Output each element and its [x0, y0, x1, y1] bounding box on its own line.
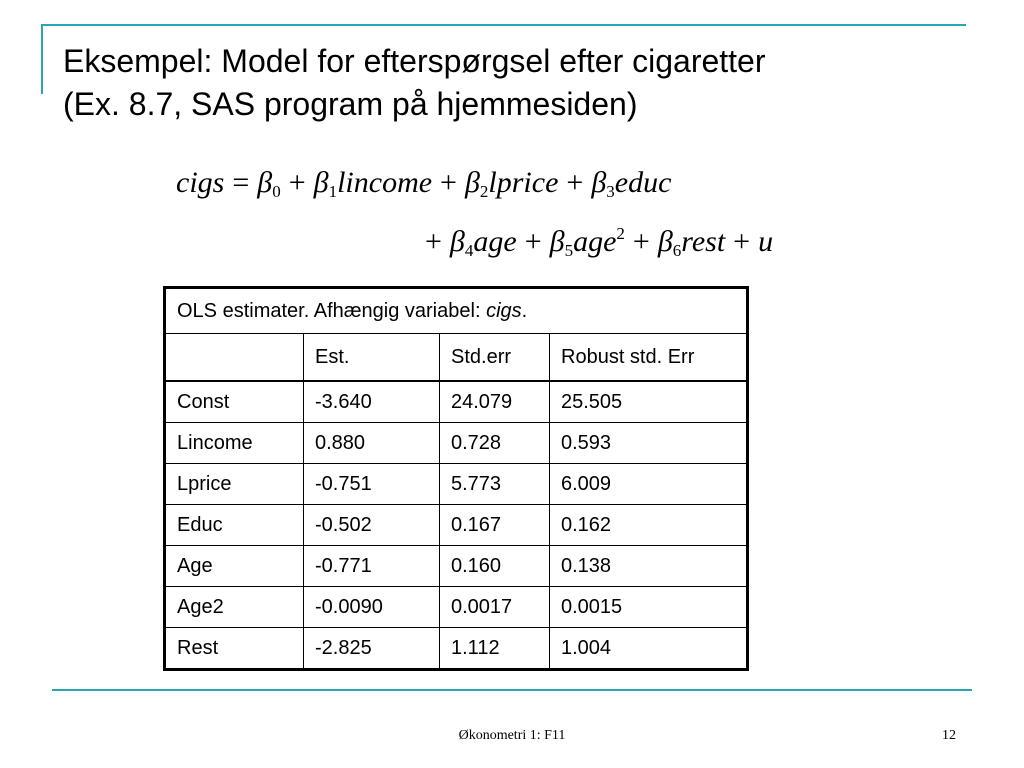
eq-plus: +	[566, 166, 584, 199]
eq-var-rest: rest	[681, 225, 726, 258]
table-row	[165, 464, 748, 505]
eq-beta: β	[657, 225, 673, 258]
table-cell: -3.640	[304, 381, 440, 423]
caption-dependent-variable: cigs	[486, 299, 522, 322]
table-cell: 0.880	[304, 423, 440, 464]
eq-plus: +	[733, 225, 751, 258]
eq-exponent: 2	[616, 224, 625, 243]
table-cell: -0.502	[304, 505, 440, 546]
eq-plus: +	[524, 225, 542, 258]
eq-beta: β	[464, 166, 480, 199]
eq-beta: β	[449, 225, 465, 258]
table-cell: Age	[165, 546, 304, 587]
table-row	[165, 381, 748, 423]
table-cell: 0.167	[440, 505, 550, 546]
eq-var-age: age	[473, 225, 517, 258]
ols-table	[163, 286, 749, 671]
footer-text: Økonometri 1: F11	[458, 728, 566, 743]
left-rule	[41, 24, 43, 94]
table-cell: 5.773	[440, 464, 550, 505]
table-cell: -0.0090	[304, 587, 440, 628]
eq-var-u: u	[758, 225, 774, 258]
table-cell: 0.0017	[440, 587, 550, 628]
eq-plus: +	[632, 225, 650, 258]
table-cell: -0.751	[304, 464, 440, 505]
table-row	[165, 423, 748, 464]
table-cell: Lincome	[165, 423, 304, 464]
table-cell: Educ	[165, 505, 304, 546]
eq-subscript: 1	[328, 182, 338, 201]
eq-subscript: 3	[606, 182, 615, 201]
table-header-row	[165, 334, 748, 382]
table-cell: -2.825	[304, 628, 440, 670]
table-cell: 25.505	[550, 381, 748, 423]
table-caption	[165, 288, 748, 334]
table-cell: Const	[165, 381, 304, 423]
table-cell: Lprice	[165, 464, 304, 505]
slide-title	[63, 40, 766, 126]
eq-subscript: 2	[479, 182, 489, 201]
table-cell: 6.009	[550, 464, 748, 505]
table-row	[165, 628, 748, 670]
header-cell	[165, 334, 304, 382]
eq-beta: β	[549, 225, 565, 258]
caption-prefix: OLS estimater. Afhængig variabel:	[177, 299, 487, 322]
table-cell: Age2	[165, 587, 304, 628]
eq-plus: +	[440, 166, 457, 199]
table-caption-row	[165, 288, 748, 334]
eq-beta: β	[591, 166, 607, 199]
slide-title-line-2: (Ex. 8.7, SAS program på hjemmesiden)	[63, 86, 638, 122]
table-row	[165, 546, 748, 587]
table-row	[165, 505, 748, 546]
header-cell: Est.	[304, 334, 440, 382]
bottom-rule	[52, 689, 972, 691]
table-cell: Rest	[165, 628, 304, 670]
table-cell: 0.593	[550, 423, 748, 464]
eq-plus: +	[425, 225, 442, 258]
table-cell: 0.138	[550, 546, 748, 587]
eq-var-age2: age	[573, 225, 617, 258]
eq-var-lprice: lprice	[488, 166, 559, 199]
table-row	[165, 587, 748, 628]
eq-plus: +	[288, 166, 306, 199]
eq-lhs: cigs	[176, 166, 225, 199]
eq-subscript: 4	[464, 241, 474, 260]
table-cell: -0.771	[304, 546, 440, 587]
table-cell: 0.162	[550, 505, 748, 546]
eq-subscript: 0	[272, 182, 281, 201]
caption-suffix: .	[521, 299, 528, 322]
table-cell: 1.004	[550, 628, 748, 670]
slide-title-line-1: Eksempel: Model for efterspørgsel efter cigaretter	[63, 43, 766, 79]
eq-subscript: 5	[564, 241, 574, 260]
eq-beta: β	[313, 166, 329, 199]
table-cell: 1.112	[440, 628, 550, 670]
page-number: 12	[942, 728, 956, 743]
eq-subscript: 6	[672, 241, 682, 260]
table-cell: 0.0015	[550, 587, 748, 628]
top-rule	[42, 24, 966, 26]
eq-equals: =	[232, 166, 250, 199]
eq-beta: β	[257, 166, 273, 199]
table-cell: 24.079	[440, 381, 550, 423]
header-cell: Robust std. Err	[550, 334, 748, 382]
eq-var-lincome: lincome	[337, 166, 433, 199]
header-cell: Std.err	[440, 334, 550, 382]
table-cell: 0.160	[440, 546, 550, 587]
equation-line-1	[176, 166, 671, 202]
eq-var-educ: educ	[614, 166, 672, 199]
equation-line-2	[425, 224, 773, 261]
table-cell: 0.728	[440, 423, 550, 464]
